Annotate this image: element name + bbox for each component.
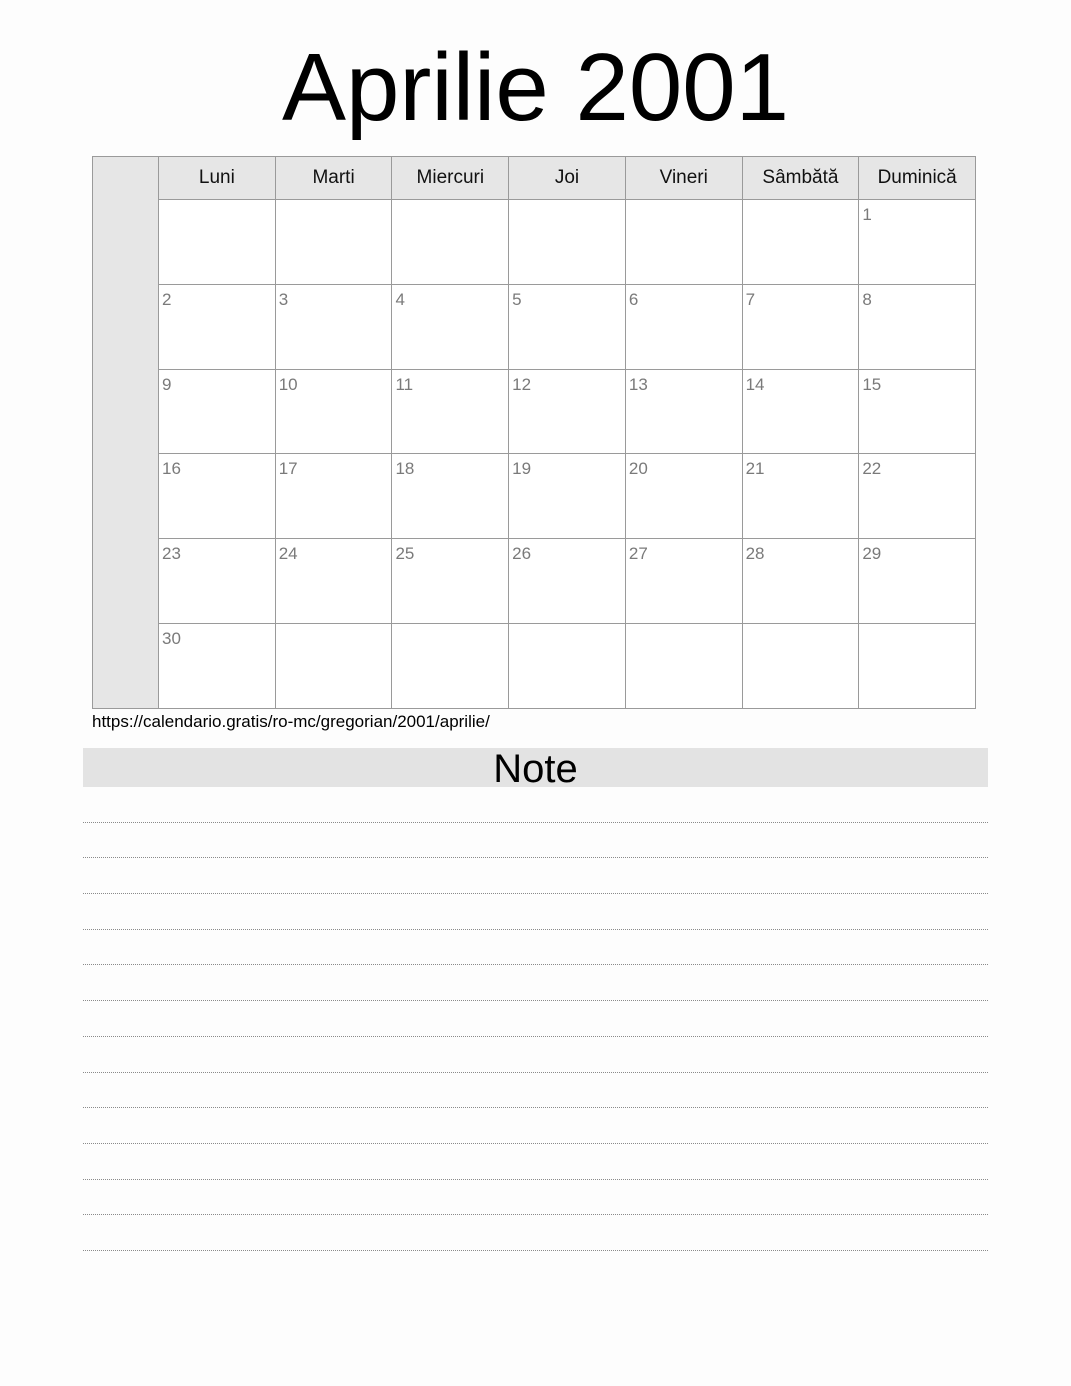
day-number: 3 [278,289,289,309]
note-line [83,858,988,894]
note-line [83,1108,988,1144]
notes-lines [83,787,988,1251]
day-cell [509,454,626,538]
day-number: 18 [395,459,415,479]
day-cell [276,285,393,369]
day-number: 19 [512,459,532,479]
weekday-thursday: Joi [509,157,626,199]
weekday-sunday: Duminică [859,157,975,199]
day-number: 22 [862,459,882,479]
day-cell [276,454,393,538]
day-number: 9 [162,374,172,394]
day-number: 26 [512,544,532,564]
day-cell [159,200,276,284]
weekday-wednesday: Miercuri [392,157,509,199]
day-cell [626,454,743,538]
day-cell [509,624,626,708]
day-number: 27 [628,544,648,564]
day-cell [392,624,509,708]
day-number: 5 [512,289,522,309]
note-line [83,1215,988,1251]
day-number: 1 [862,205,872,224]
day-number: 15 [862,374,882,394]
day-number: 2 [162,289,172,309]
day-cell [159,624,276,708]
day-cell [392,370,509,454]
weekday-friday: Vineri [626,157,743,199]
week-number-column [93,157,159,708]
calendar-week-row [159,285,975,370]
day-cell [276,539,393,623]
day-number: 13 [628,374,648,394]
note-line [83,965,988,1001]
note-line [83,1073,988,1109]
day-cell [159,370,276,454]
note-line [83,1180,988,1216]
day-cell [626,200,743,284]
day-number: 7 [745,289,756,309]
month-calendar [92,156,976,709]
calendar-week-row [159,539,975,624]
day-cell [626,539,743,623]
day-cell [159,539,276,623]
day-cell [743,200,860,284]
day-cell [276,624,393,708]
day-cell [509,285,626,369]
day-cell [859,370,975,454]
day-cell [743,624,860,708]
day-number: 30 [162,629,181,649]
page-title: Aprilie 2001 [282,34,789,141]
day-cell [276,200,393,284]
day-cell [743,285,860,369]
note-line [83,823,988,859]
day-number: 24 [278,544,298,564]
day-number: 29 [862,544,882,564]
calendar-week-row [159,454,975,539]
day-cell [159,454,276,538]
day-cell [626,624,743,708]
day-number: 21 [745,459,765,479]
day-number: 11 [395,374,414,394]
day-cell [626,285,743,369]
day-cell [276,370,393,454]
day-cell [509,200,626,284]
day-cell [859,539,975,623]
note-line [83,930,988,966]
note-line [83,1001,988,1037]
calendar-weeks [159,200,975,708]
day-cell [509,539,626,623]
day-cell [743,539,860,623]
day-number: 14 [745,374,765,394]
day-cell [159,285,276,369]
weekday-header-row [159,157,975,200]
note-line [83,1037,988,1073]
weekday-tuesday: Marti [276,157,393,199]
source-url: https://calendario.gratis/ro-mc/gregorian/2001/aprilie/ [92,712,490,731]
day-cell [743,454,860,538]
day-number: 23 [162,544,181,564]
day-number: 10 [278,374,298,394]
calendar-week-row [159,200,975,285]
day-cell [859,624,975,708]
calendar-grid [159,157,975,708]
day-number: 12 [512,374,532,394]
day-number: 6 [628,289,639,309]
day-number: 17 [278,459,298,479]
day-cell [859,454,975,538]
day-cell [859,200,975,284]
day-cell [509,370,626,454]
day-cell [392,200,509,284]
day-cell [859,285,975,369]
calendar-week-row [159,624,975,708]
day-cell [626,370,743,454]
calendar-week-row [159,370,975,455]
note-line [83,1144,988,1180]
note-line [83,787,988,823]
day-cell [743,370,860,454]
day-cell [392,454,509,538]
notes-heading: Note [83,748,988,787]
weekday-saturday: Sâmbătă [743,157,860,199]
weekday-monday: Luni [159,157,276,199]
day-cell [392,285,509,369]
note-line [83,894,988,930]
day-number: 4 [395,289,405,309]
day-number: 28 [745,544,765,564]
day-number: 20 [628,459,648,479]
day-number: 16 [162,459,181,479]
day-number: 25 [395,544,415,564]
day-number: 8 [862,289,872,309]
day-cell [392,539,509,623]
